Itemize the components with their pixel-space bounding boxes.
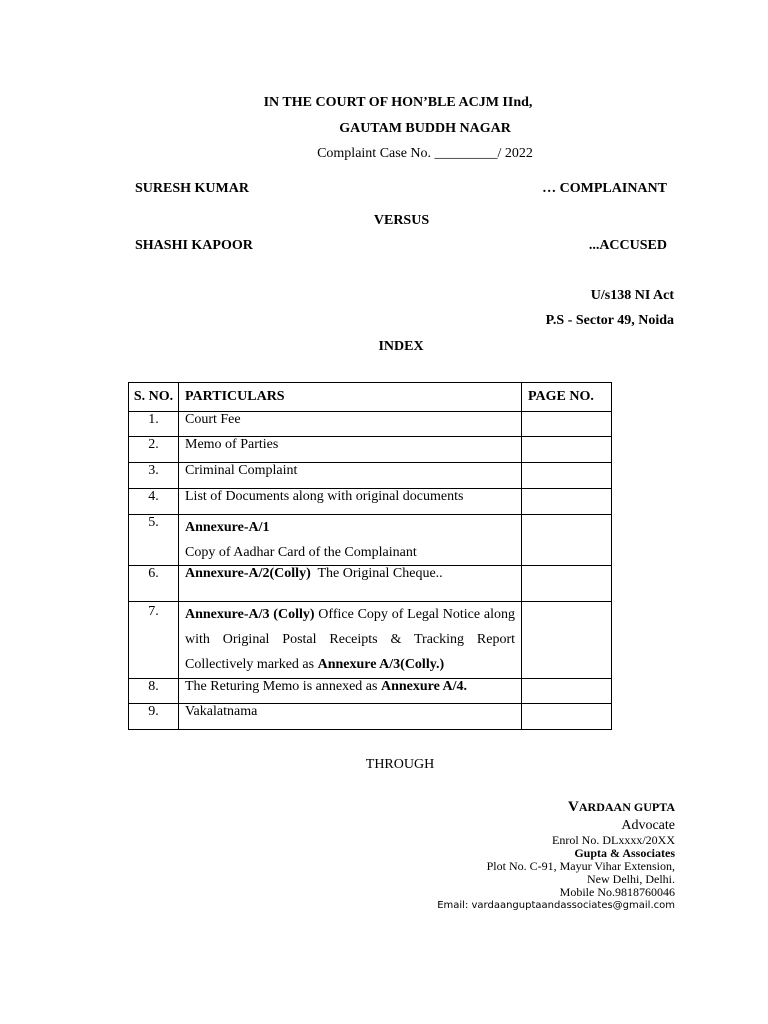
- row-page: [522, 463, 612, 489]
- annexure-description: The Original Cheque..: [317, 566, 443, 581]
- row-particulars: Court Fee: [179, 412, 522, 437]
- row-page: [522, 515, 612, 566]
- annexure-label: Annexure-A/3 (Colly): [185, 607, 315, 622]
- district-title: GAUTAM BUDDH NAGAR: [339, 121, 511, 136]
- table-row: [129, 463, 612, 489]
- row-particulars: Criminal Complaint: [179, 463, 522, 489]
- address-line-1: Plot No. C-91, Mayur Vihar Extension,: [486, 859, 675, 873]
- row-particulars: List of Documents along with original documents: [179, 489, 522, 515]
- table-row: [129, 679, 612, 704]
- annexure-label: Annexure-A/2(Colly): [185, 566, 311, 581]
- row-particulars: [179, 566, 522, 602]
- row-particulars: Vakalatnama: [179, 704, 522, 730]
- email-address: Email: vardaanguptaandassociates@gmail.com: [437, 900, 675, 911]
- table-row: [129, 437, 612, 463]
- row-sno: 3.: [129, 463, 179, 489]
- table-row: [129, 704, 612, 730]
- row-page: [522, 704, 612, 730]
- mobile-number: Mobile No.9818760046: [559, 885, 675, 899]
- case-number: Complaint Case No. _________/ 2022: [317, 146, 533, 161]
- table-header-row: [129, 383, 612, 412]
- row-page: [522, 566, 612, 602]
- row-sno: 8.: [129, 679, 179, 704]
- accused-name: SHASHI KAPOOR: [135, 238, 253, 253]
- act-section: U/s138 NI Act: [590, 288, 674, 303]
- header-particulars: PARTICULARS: [179, 383, 522, 412]
- header-sno: S. NO.: [129, 383, 179, 412]
- row-page: [522, 602, 612, 679]
- header-page: PAGE NO.: [522, 383, 612, 412]
- row-particulars: [179, 679, 522, 704]
- accused-role: ...ACCUSED: [588, 238, 667, 253]
- firm-name: Gupta & Associates: [574, 846, 675, 860]
- row-sno: 1.: [129, 412, 179, 437]
- annexure-label-secondary: Annexure A/3(Colly.): [317, 657, 445, 672]
- complainant-name: SURESH KUMAR: [135, 181, 249, 196]
- row-page: [522, 489, 612, 515]
- annexure-description: The Returing Memo is annexed as: [185, 679, 378, 694]
- advocate-name: VARDAAN GUPTA: [568, 799, 675, 815]
- court-title: IN THE COURT OF HON’BLE ACJM IInd,: [263, 95, 533, 110]
- annexure-label: Annexure-A/1: [185, 520, 270, 535]
- row-particulars: [179, 515, 522, 566]
- enrol-number: Enrol No. DLxxxx/20XX: [552, 833, 675, 847]
- table-row: [129, 489, 612, 515]
- address-line-2: New Delhi, Delhi.: [587, 872, 675, 886]
- row-particulars: [179, 602, 522, 679]
- row-sno: 7.: [129, 602, 179, 679]
- annexure-description: Office Copy of Legal Notice along with Original Postal Receipts & Tracking Report Collectively marked as: [185, 607, 515, 672]
- row-sno: 4.: [129, 489, 179, 515]
- index-title: INDEX: [378, 339, 424, 354]
- row-page: [522, 437, 612, 463]
- row-particulars: Memo of Parties: [179, 437, 522, 463]
- police-station: P.S - Sector 49, Noida: [545, 313, 674, 328]
- advocate-block: [437, 798, 675, 913]
- table-row: [129, 602, 612, 679]
- index-table: [128, 382, 612, 730]
- table-row: [129, 566, 612, 602]
- annexure-description: Copy of Aadhar Card of the Complainant: [185, 545, 417, 560]
- row-sno: 6.: [129, 566, 179, 602]
- row-sno: 5.: [129, 515, 179, 566]
- row-page: [522, 679, 612, 704]
- table-row: [129, 515, 612, 566]
- row-sno: 9.: [129, 704, 179, 730]
- through-label: THROUGH: [365, 757, 435, 772]
- annexure-label: Annexure A/4.: [380, 679, 468, 694]
- table-row: [129, 412, 612, 437]
- versus-label: VERSUS: [373, 213, 430, 228]
- row-page: [522, 412, 612, 437]
- advocate-title: Advocate: [621, 818, 675, 833]
- complainant-role: … COMPLAINANT: [542, 181, 667, 196]
- row-sno: 2.: [129, 437, 179, 463]
